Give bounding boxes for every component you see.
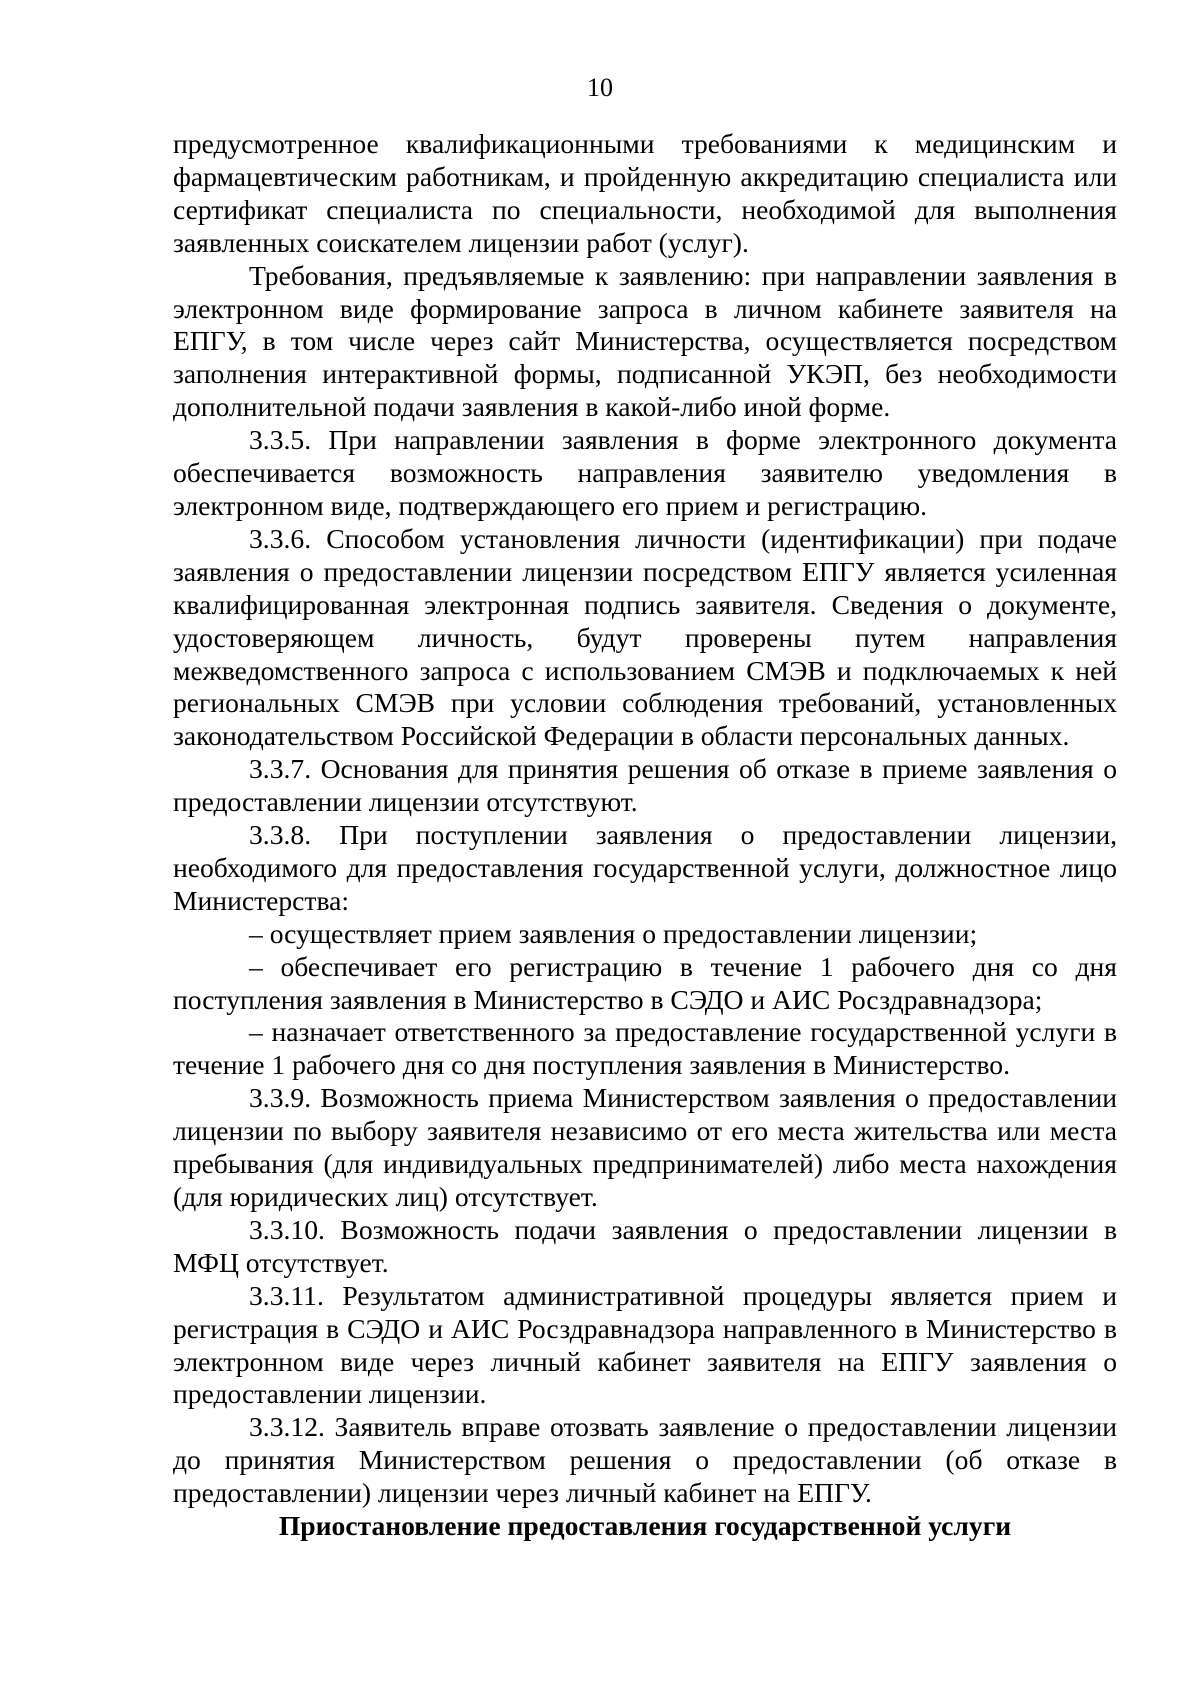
paragraph-3-3-10: 3.3.10. Возможность подачи заявления о предоставлении лицензии в МФЦ отсутствует. — [173, 1213, 1117, 1278]
page-number: 10 — [587, 73, 613, 102]
list-item-assigns-responsible: – назначает ответственного за предоставление государственной услуги в течение 1 рабочего дня со дня поступления заявления в Министерство. — [173, 1016, 1117, 1081]
paragraph-3-3-5: 3.3.5. При направлении заявления в форме электронного документа обеспечивается возможность направления заявителю уведомления в электронном виде, подтверждающего его прием и регистрацию. — [173, 424, 1117, 521]
paragraph-3-3-12: 3.3.12. Заявитель вправе отозвать заявление о предоставлении лицензии до принятия Министерством решения о предоставлении (об отказе в предоставлении) лицензии через личный кабинет на ЕПГУ. — [173, 1411, 1117, 1509]
paragraph-continuation: предусмотренное квалификационными требованиями к медицинским и фармацевтическим работникам, и пройденную аккредитацию специалиста или сертификат специалиста по специальности, необходимой для выполнения заявленных соискателем лицензии работ (услуг). — [173, 128, 1117, 258]
document-body — [173, 128, 1117, 1543]
paragraph-3-3-6: 3.3.6. Способом установления личности (идентификации) при подаче заявления о предоставлении лицензии посредством ЕПГУ является усиленная квалифицированная электронная подпись заявителя. Сведения о документе, удостоверяющем личность, будут проверены путем направления межведомственного запроса с использованием СМЭВ и подключаемых к ней региональных СМЭВ при условии соблюдения требований, установленных законодательством Российской Федерации в области персональных данных. — [173, 522, 1117, 752]
paragraph-application-requirements: Требования, предъявляемые к заявлению: при направлении заявления в электронном виде формирование запроса в личном кабинете заявителя на ЕПГУ, в том числе через сайт Министерства, осуществляется посредством заполнения интерактивной формы, подписанной УКЭП, без необходимости дополнительной подачи заявления в какой-либо иной форме. — [173, 259, 1117, 423]
paragraph-3-3-8: 3.3.8. При поступлении заявления о предоставлении лицензии, необходимого для предоставления государственной услуги, должностное лицо Министерства: — [173, 819, 1117, 916]
paragraph-3-3-11: 3.3.11. Результатом административной процедуры является прием и регистрация в СЭДО и АИС Росздравнадзора направленного в Министерство в электронном виде через личный кабинет заявителя на ЕПГУ заявления о предоставлении лицензии. — [173, 1279, 1117, 1410]
list-item-registration: – обеспечивает его регистрацию в течение 1 рабочего дня со дня поступления заявления в Министерство в СЭДО и АИС Росздравнадзора; — [173, 950, 1117, 1015]
paragraph-3-3-7: 3.3.7. Основания для принятия решения об отказе в приеме заявления о предоставлении лицензии отсутствуют. — [173, 753, 1117, 818]
paragraph-3-3-9: 3.3.9. Возможность приема Министерством заявления о предоставлении лицензии по выбору заявителя независимо от его места жительства или места пребывания (для индивидуальных предпринимателей) либо места нахождения (для юридических лиц) отсутствует. — [173, 1082, 1117, 1212]
list-item-accepts-application: – осуществляет прием заявления о предоставлении лицензии; — [249, 917, 978, 949]
section-heading: Приостановление предоставления государственной услуги — [278, 1510, 1012, 1542]
